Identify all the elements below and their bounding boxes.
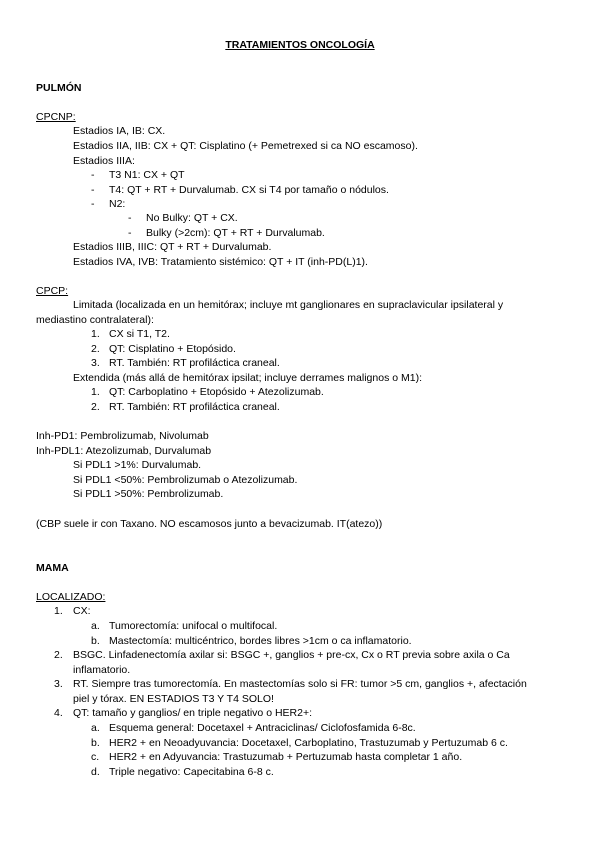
list-number: 2. (91, 401, 100, 413)
mama-subitem: Mastectomía: multicéntrico, bordes libres >1cm o ca inflamatorio. (109, 635, 412, 647)
extendida-item: RT. También: RT profiláctica craneal. (109, 401, 280, 413)
list-number: 1. (91, 386, 100, 398)
list-number: 4. (54, 707, 63, 719)
list-letter: a. (91, 620, 100, 632)
extendida-line: Extendida (más allá de hemitórax ipsilat; incluye derrames malignos o M1): (73, 372, 422, 384)
mama-item-text: CX: (73, 605, 91, 617)
dash-bullet: - (128, 212, 132, 224)
dash-bullet: - (91, 198, 95, 210)
pdl1-rule: Si PDL1 >50%: Pembrolizumab. (73, 488, 224, 500)
inh-pdl1-line: Inh-PDL1: Atezolizumab, Durvalumab (36, 445, 212, 457)
list-number: 2. (54, 649, 63, 661)
document-title: TRATAMIENTOS ONCOLOGÍA (225, 39, 375, 51)
mama-item-text: inflamatorio. (73, 664, 131, 676)
iiia-item: N2: (109, 198, 126, 210)
mama-subitem: HER2 + en Adyuvancia: Trastuzumab + Pertuzumab hasta completar 1 año. (109, 751, 463, 763)
stage-iva: Estadios IVA, IVB: Tratamiento sistémico: QT + IT (inh-PD(L)1). (73, 256, 368, 268)
list-number: 1. (54, 605, 63, 617)
stage-iiib: Estadios IIIB, IIIC: QT + RT + Durvalumab. (73, 241, 272, 253)
cpcp-label: CPCP: (36, 285, 69, 297)
cpcnp-label: CPCNP: (36, 111, 76, 123)
pdl1-rule: Si PDL1 >1%: Durvalumab. (73, 459, 202, 471)
mama-subitem: Tumorectomía: unifocal o multifocal. (109, 620, 278, 632)
list-number: 3. (91, 357, 100, 369)
limitada-line-1: Limitada (localizada en un hemitórax; incluye mt ganglionares en supraclavicular ipsilateral y (73, 299, 504, 311)
iiia-item: T3 N1: CX + QT (109, 169, 185, 181)
cbp-note: (CBP suele ir con Taxano. NO escamosos junto a bevacizumab. IT(atezo)) (36, 518, 383, 530)
mama-item-text: piel y tórax. EN ESTADIOS T3 Y T4 SOLO! (73, 693, 274, 705)
mama-item-text: BSGC. Linfadenectomía axilar si: BSGC +, ganglios + pre-cx, Cx o RT previa sobre axila o Ca (73, 649, 510, 661)
dash-bullet: - (91, 169, 95, 181)
stage-iia-iib: Estadios IIA, IIB: CX + QT: Cisplatino (+ Pemetrexed si ca NO escamoso). (73, 140, 418, 152)
stage-iiia: Estadios IIIA: (73, 155, 135, 167)
limitada-item: CX si T1, T2. (109, 328, 170, 340)
dash-bullet: - (128, 227, 132, 239)
list-number: 2. (91, 343, 100, 355)
inh-pd1-line: Inh-PD1: Pembrolizumab, Nivolumab (36, 430, 209, 442)
mama-item-text: QT: tamaño y ganglios/ en triple negativo o HER2+: (73, 707, 313, 719)
limitada-item: RT. También: RT profiláctica craneal. (109, 357, 280, 369)
stage-ia-ib: Estadios IA, IB: CX. (73, 125, 166, 137)
list-letter: b. (91, 635, 100, 647)
mama-heading: MAMA (36, 562, 69, 574)
n2-item: No Bulky: QT + CX. (146, 212, 238, 224)
list-number: 1. (91, 328, 100, 340)
mama-subitem: Triple negativo: Capecitabina 6-8 c. (109, 766, 274, 778)
mama-subitem: HER2 + en Neoadyuvancia: Docetaxel, Carboplatino, Trastuzumab y Pertuzumab 6 c. (109, 737, 508, 749)
dash-bullet: - (91, 184, 95, 196)
list-letter: c. (91, 751, 100, 763)
extendida-item: QT: Carboplatino + Etopósido + Atezolizumab. (109, 386, 324, 398)
list-letter: a. (91, 722, 100, 734)
iiia-item: T4: QT + RT + Durvalumab. CX si T4 por tamaño o nódulos. (109, 184, 389, 196)
mama-item-text: RT. Siempre tras tumorectomía. En mastectomías solo si FR: tumor >5 cm, ganglios +, afectación (73, 678, 527, 690)
mama-subitem: Esquema general: Docetaxel + Antraciclinas/ Ciclofosfamida 6-8c. (109, 722, 416, 734)
pdl1-rule: Si PDL1 <50%: Pembrolizumab o Atezolizumab. (73, 474, 298, 486)
n2-item: Bulky (>2cm): QT + RT + Durvalumab. (146, 227, 325, 239)
limitada-item: QT: Cisplatino + Etopósido. (109, 343, 236, 355)
list-letter: d. (91, 766, 100, 778)
pulmon-heading: PULMÓN (36, 82, 82, 94)
list-number: 3. (54, 678, 63, 690)
limitada-line-2: mediastino contralateral): (36, 314, 154, 326)
localizado-label: LOCALIZADO: (36, 591, 106, 603)
list-letter: b. (91, 737, 100, 749)
